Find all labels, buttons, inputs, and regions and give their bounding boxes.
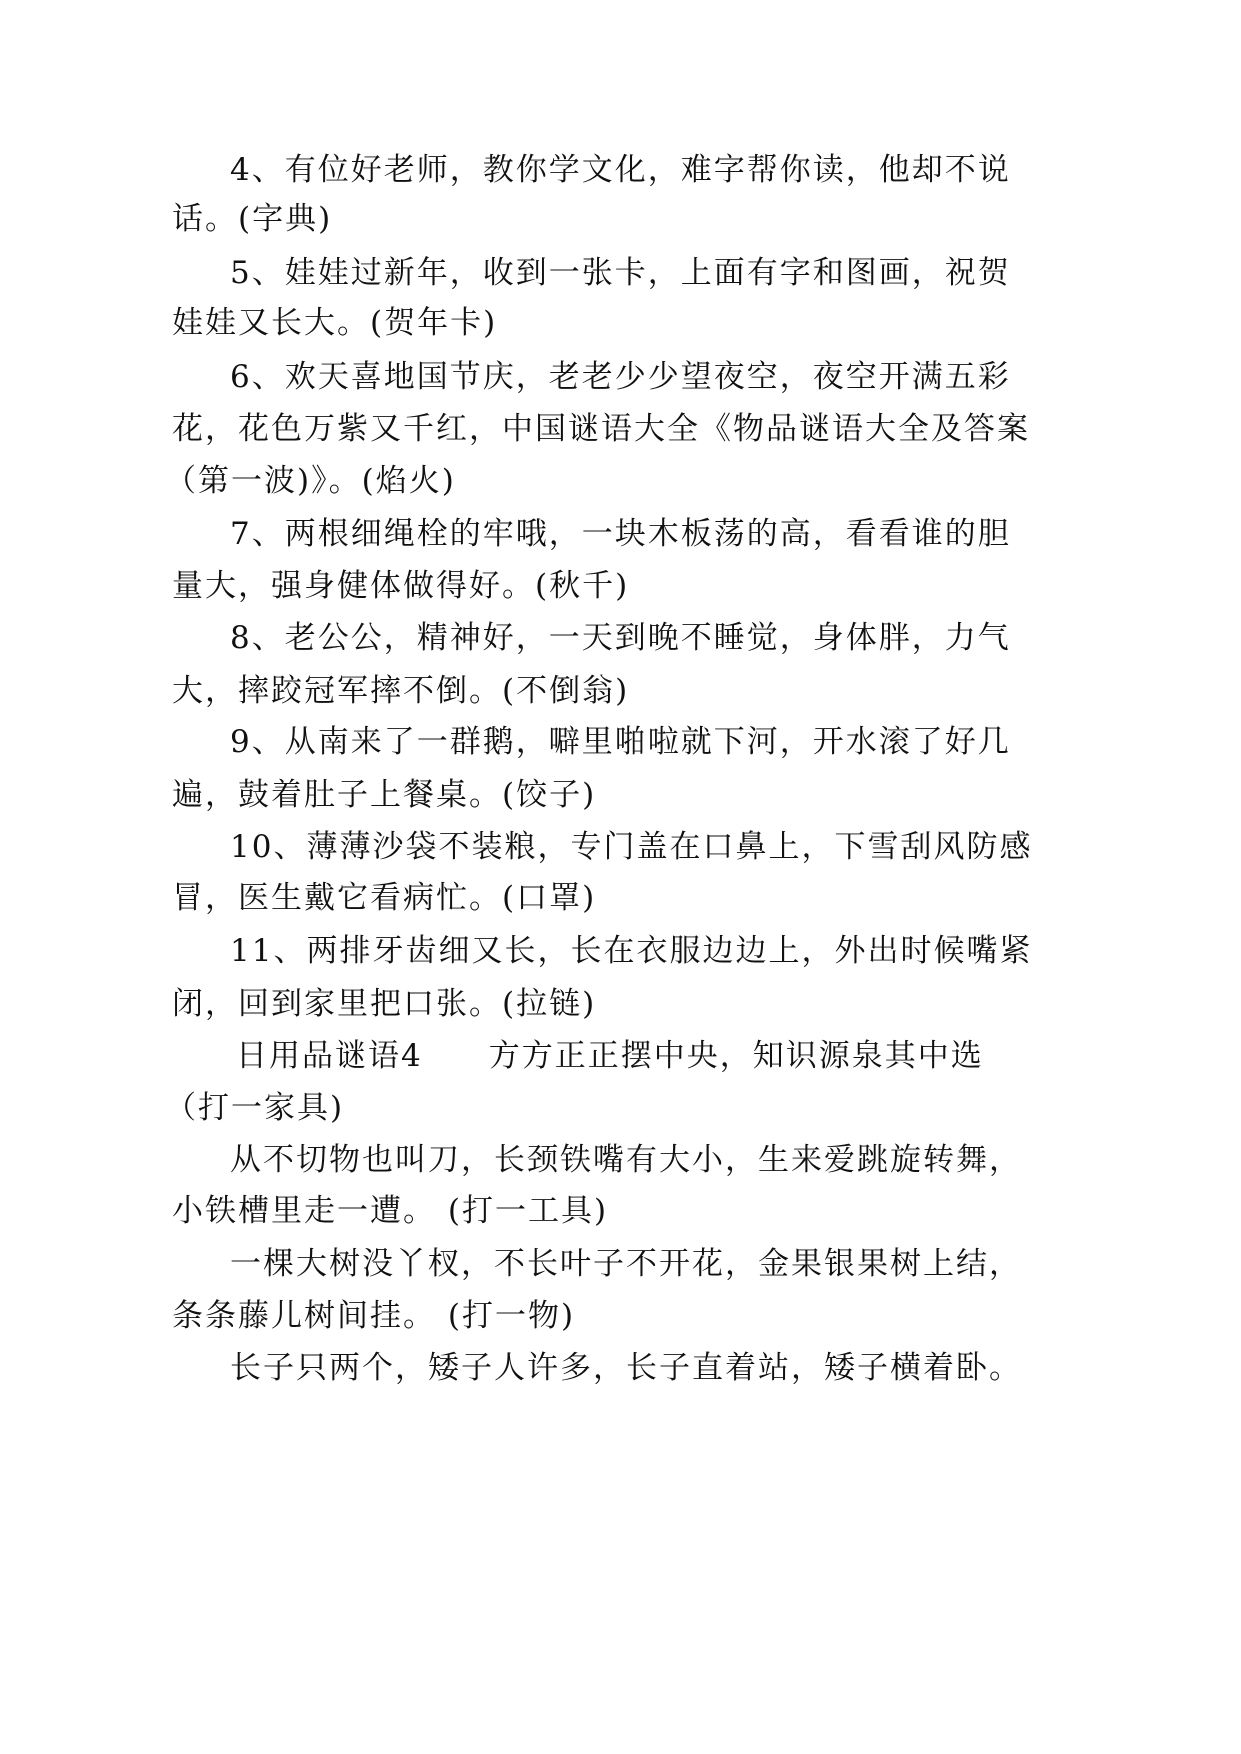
text-line: 7、两根细绳栓的牢哦，一块木板荡的高，看看谁的胆 xyxy=(230,516,1011,552)
text-line: 5、娃娃过新年，收到一张卡，上面有字和图画，祝贺 xyxy=(230,255,1011,291)
text-line: （打一家具) xyxy=(165,1090,345,1126)
text-line: 条条藤儿树间挂。 (打一物) xyxy=(172,1298,576,1334)
text-line: 11、两排牙齿细又长，长在衣服边边上，外出时候嘴紧 xyxy=(230,933,1033,969)
text-line: 从不切物也叫刀，长颈铁嘴有大小，生来爱跳旋转舞， xyxy=(230,1142,1022,1178)
text-line: 6、欢天喜地国节庆，老老少少望夜空，夜空开满五彩 xyxy=(230,359,1011,395)
text-line: 量大，强身健体做得好。(秋千) xyxy=(172,568,630,604)
section-heading-line: 日用品谜语4 方方正正摆中央，知识源泉其中选 xyxy=(236,1038,984,1074)
text-line: 大，摔跤冠军摔不倒。(不倒翁) xyxy=(172,673,630,709)
text-line: 一棵大树没丫杈，不长叶子不开花，金果银果树上结， xyxy=(230,1246,1022,1282)
text-line: 冒，医生戴它看病忙。(口罩) xyxy=(172,880,597,916)
text-line: 10、薄薄沙袋不装粮，专门盖在口鼻上，下雪刮风防感 xyxy=(230,829,1033,865)
text-line: （第一波)》。(焰火) xyxy=(165,463,456,499)
text-line: 4、有位好老师，教你学文化，难字帮你读，他却不说 xyxy=(230,152,1011,188)
text-line: 娃娃又长大。(贺年卡) xyxy=(172,305,498,341)
text-line: 8、老公公，精神好，一天到晚不睡觉，身体胖，力气 xyxy=(230,620,1011,656)
text-line: 遍，鼓着肚子上餐桌。(饺子) xyxy=(172,777,597,813)
text-line: 花，花色万紫又千红，中国谜语大全《物品谜语大全及答案 xyxy=(172,411,1030,447)
text-line: 小铁槽里走一遭。 (打一工具) xyxy=(172,1193,609,1229)
text-line: 闭，回到家里把口张。(拉链) xyxy=(172,986,597,1022)
text-line: 长子只两个，矮子人许多，长子直着站，矮子横着卧。 xyxy=(230,1350,1022,1386)
text-line: 话。(字典) xyxy=(172,201,333,237)
text-line: 9、从南来了一群鹅，噼里啪啦就下河，开水滚了好几 xyxy=(230,724,1011,760)
